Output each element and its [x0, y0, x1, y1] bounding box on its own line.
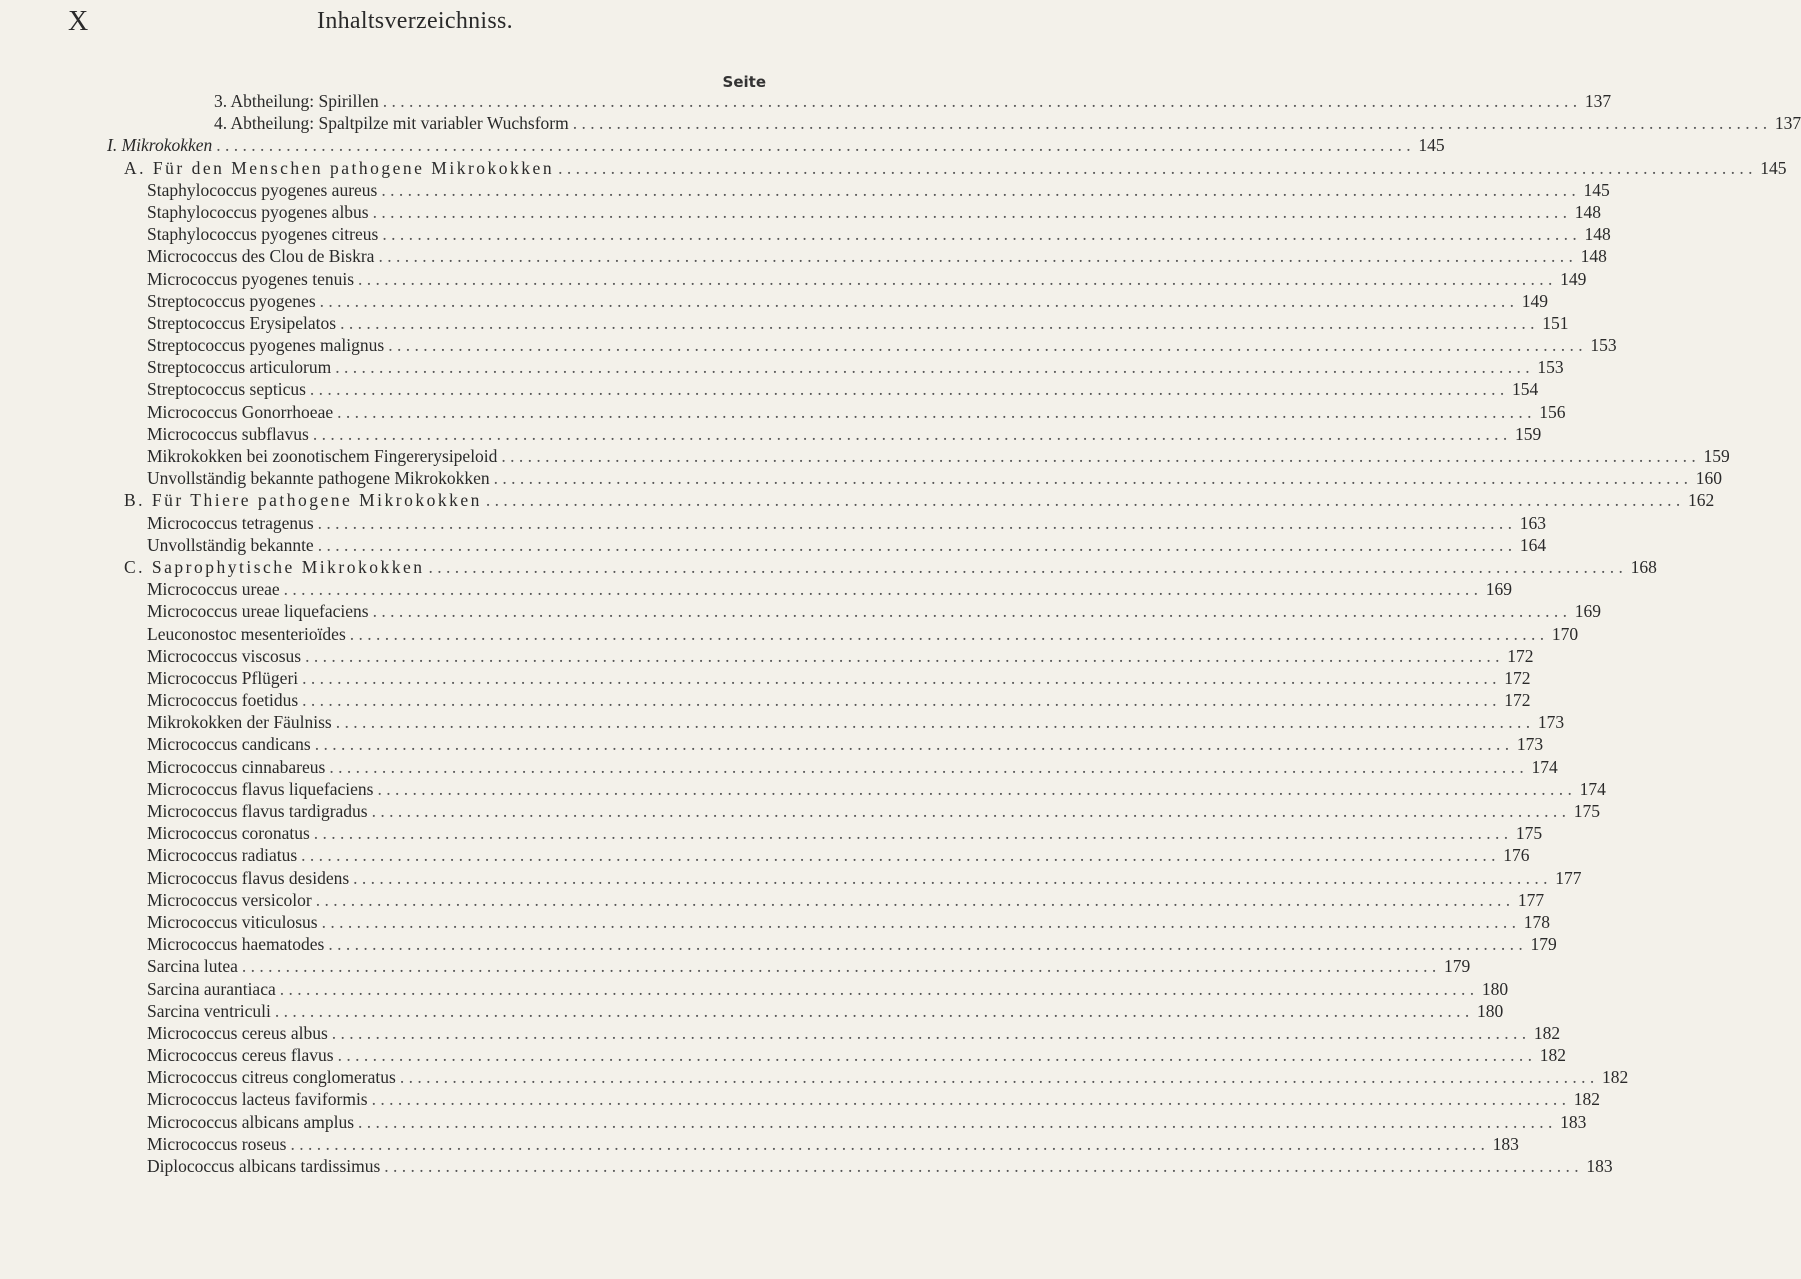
toc-entry [0, 112, 1801, 134]
toc-entry [0, 778, 1606, 800]
toc-entry [0, 1066, 1629, 1088]
toc-entry-title: Micrococcus flavus desidens [147, 867, 350, 888]
toc-entry-title: Micrococcus citreus conglomeratus [147, 1067, 396, 1088]
toc-entry [0, 623, 1579, 645]
toc-entry-page: 179 [1443, 956, 1471, 977]
toc-entry-page: 145 [1760, 157, 1787, 178]
dot-leader [368, 800, 1570, 822]
toc-entry [0, 889, 1545, 911]
toc-entry [0, 290, 1549, 312]
toc-entry-page: 178 [1523, 911, 1550, 932]
toc-entry-title: Micrococcus des Clou de Biskra [147, 246, 375, 267]
toc-entry-title: 3. Abtheilung: Spirillen [214, 91, 379, 111]
dot-leader [384, 334, 1586, 356]
dot-leader [314, 512, 1516, 534]
toc-entry-title: Micrococcus viscosus [147, 645, 302, 666]
dot-leader [309, 423, 1511, 445]
dot-leader [369, 600, 1571, 622]
toc-entry-page: 174 [1531, 756, 1558, 777]
toc-entry-title: Sarcina ventriculi [147, 1000, 271, 1021]
toc-entry-title: C. Saprophytische Mikrokokken [124, 556, 425, 577]
toc-entry-title: Sarcina lutea [147, 956, 238, 977]
toc-entry-title: Streptococcus pyogenes [147, 290, 316, 311]
toc-entry-page: 172 [1504, 667, 1531, 688]
toc-entry-page: 177 [1555, 867, 1582, 888]
toc-entry [0, 1022, 1561, 1044]
toc-entry [0, 600, 1601, 622]
toc-entry [0, 223, 1611, 245]
toc-entry-title: Streptococcus Erysipelatos [147, 312, 337, 333]
dot-leader [316, 290, 1518, 312]
dot-leader [276, 978, 1478, 1000]
dot-leader [377, 179, 1579, 201]
toc-entry-title: Staphylococcus pyogenes albus [147, 201, 369, 222]
toc-entry [0, 312, 1569, 334]
toc-entry-title: Unvollständig bekannte [147, 534, 314, 555]
toc-entry [0, 268, 1587, 290]
toc-entry-page: 159 [1703, 446, 1730, 466]
dot-leader [212, 134, 1414, 156]
toc-entry-title: Micrococcus pyogenes tenuis [147, 268, 355, 289]
toc-entry-page: 176 [1503, 845, 1530, 866]
toc-entry-page: 172 [1504, 690, 1531, 711]
dot-leader [331, 356, 1533, 378]
toc-entry-page: 169 [1574, 601, 1601, 622]
toc-entry-page: 148 [1584, 224, 1611, 245]
toc-entry-page: 169 [1485, 579, 1513, 600]
toc-entry [0, 179, 1610, 201]
toc-entry-title: Micrococcus versicolor [147, 889, 312, 910]
toc-entry [0, 245, 1607, 267]
toc-entry-page: 183 [1492, 1133, 1519, 1154]
dot-leader [332, 711, 1534, 733]
toc-entry [0, 467, 1723, 489]
toc-entry-page: 172 [1507, 645, 1534, 666]
toc-entry-title: Micrococcus lacteus faviformis [147, 1089, 368, 1110]
toc-entry-title: Micrococcus ureae liquefaciens [147, 601, 369, 622]
toc-entry-page: 145 [1418, 135, 1445, 156]
toc-entry-title: Diplococcus albicans tardissimus [147, 1156, 381, 1176]
toc-entry-title: Micrococcus cinnabareus [147, 756, 326, 777]
toc-entry-page: 180 [1477, 1000, 1504, 1021]
toc-entry [0, 867, 1582, 889]
toc-entry [0, 1044, 1566, 1066]
toc-entry-page: 182 [1573, 1089, 1600, 1110]
toc-entry-page: 164 [1519, 534, 1547, 555]
dot-leader [334, 1044, 1536, 1066]
toc-entry-title: A. Für den Menschen pathogene Mikrokokken [124, 157, 555, 178]
toc-entry [0, 556, 1657, 578]
dot-leader [379, 90, 1581, 112]
toc-entry-title: Micrococcus candicans [147, 734, 311, 755]
toc-entry [0, 512, 1547, 534]
toc-entry-title: Streptococcus articulorum [147, 357, 332, 378]
toc-entry-title: Micrococcus cereus flavus [147, 1045, 334, 1066]
toc-entry [0, 378, 1539, 400]
dot-leader [271, 1000, 1473, 1022]
table-of-contents [0, 90, 1801, 1177]
toc-entry [0, 911, 1550, 933]
toc-entry-page: 148 [1580, 246, 1607, 267]
dot-leader [306, 378, 1508, 400]
toc-entry-page: 137 [1584, 91, 1612, 111]
dot-leader [325, 756, 1527, 778]
dot-leader [297, 844, 1499, 866]
dot-leader [482, 489, 1684, 511]
dot-leader [301, 645, 1503, 667]
toc-entry [0, 822, 1543, 844]
toc-entry-title: B. Für Thiere pathogene Mikrokokken [124, 490, 482, 511]
toc-entry-title: Micrococcus flavus tardigradus [147, 801, 368, 821]
dot-leader [373, 778, 1575, 800]
toc-entry-title: Micrococcus Pflügeri [147, 667, 299, 688]
toc-entry-page: 180 [1481, 978, 1509, 999]
dot-leader [497, 445, 1699, 467]
dot-leader [280, 578, 1482, 600]
toc-entry-page: 149 [1521, 290, 1549, 311]
toc-entry-page: 179 [1530, 934, 1557, 955]
dot-leader [349, 867, 1551, 889]
toc-entry [0, 844, 1530, 866]
toc-entry [0, 334, 1617, 356]
toc-entry-title: Staphylococcus pyogenes aureus [147, 179, 378, 200]
toc-entry-title: I. Mikrokokken [107, 135, 213, 156]
toc-entry-page: 175 [1515, 823, 1543, 844]
toc-entry-page: 174 [1579, 778, 1606, 799]
toc-entry [0, 1133, 1519, 1155]
dot-leader [374, 245, 1576, 267]
dot-leader [318, 911, 1520, 933]
toc-entry-title: Micrococcus cereus albus [147, 1022, 328, 1043]
toc-entry-page: 163 [1519, 512, 1547, 533]
toc-entry-page: 173 [1516, 734, 1544, 755]
toc-entry-title: Micrococcus Gonorrhoeae [147, 401, 334, 422]
toc-entry [0, 423, 1542, 445]
seite-column-label: Seite [722, 73, 766, 91]
dot-leader [396, 1066, 1598, 1088]
toc-entry-page: 182 [1533, 1022, 1561, 1043]
toc-entry-page: 162 [1688, 490, 1715, 511]
toc-entry [0, 534, 1547, 556]
dot-leader [298, 689, 1500, 711]
toc-entry [0, 1111, 1587, 1133]
dot-leader [424, 556, 1626, 578]
toc-entry-title: Streptococcus septicus [147, 379, 306, 400]
dot-leader [314, 534, 1516, 556]
dot-leader [336, 312, 1538, 334]
dot-leader [490, 467, 1692, 489]
toc-entry-title: Micrococcus haematodes [147, 934, 325, 955]
toc-entry-title: 4. Abtheilung: Spaltpilze mit variabler Wuchsform [214, 113, 569, 134]
toc-entry-page: 153 [1537, 357, 1564, 378]
toc-entry [0, 489, 1715, 511]
toc-entry-page: 183 [1586, 1156, 1613, 1176]
toc-entry-title: Micrococcus roseus [147, 1133, 287, 1154]
toc-entry-page: 182 [1539, 1045, 1566, 1066]
toc-entry [0, 401, 1566, 423]
dot-leader [380, 1155, 1582, 1177]
dot-leader [354, 268, 1556, 290]
toc-entry-title: Leuconostoc mesenterioïdes [147, 623, 346, 644]
toc-entry-page: 148 [1574, 201, 1601, 222]
toc-entry [0, 933, 1557, 955]
toc-entry [0, 955, 1471, 977]
toc-entry-page: 170 [1551, 623, 1579, 644]
dot-leader [369, 201, 1571, 223]
toc-entry [0, 756, 1558, 778]
toc-entry-page: 183 [1560, 1111, 1587, 1132]
toc-entry-page: 173 [1537, 712, 1565, 733]
toc-entry [0, 1000, 1504, 1022]
toc-entry-page: 159 [1514, 423, 1542, 444]
toc-entry-page: 175 [1573, 801, 1600, 821]
toc-entry [0, 201, 1601, 223]
toc-entry [0, 733, 1544, 755]
toc-entry [0, 689, 1531, 711]
toc-entry-title: Micrococcus viticulosus [147, 911, 318, 932]
toc-entry [0, 667, 1531, 689]
toc-entry-title: Micrococcus coronatus [147, 823, 310, 844]
toc-entry-title: Sarcina aurantiaca [147, 978, 276, 999]
toc-entry [0, 445, 1730, 467]
dot-leader [324, 933, 1526, 955]
toc-entry [0, 800, 1600, 822]
page-title: Inhaltsverzeichniss. [317, 8, 513, 34]
dot-leader [368, 1088, 1570, 1110]
toc-entry-page: 153 [1590, 335, 1617, 356]
dot-leader [328, 1022, 1530, 1044]
toc-entry-title: Micrococcus subflavus [147, 423, 309, 444]
toc-entry-title: Micrococcus flavus liquefaciens [147, 778, 374, 799]
toc-entry [0, 578, 1513, 600]
toc-entry [0, 157, 1787, 179]
dot-leader [238, 955, 1440, 977]
toc-entry-title: Micrococcus tetragenus [147, 512, 314, 533]
toc-entry-title: Mikrokokken bei zoonotischem Fingererysipeloid [147, 446, 498, 466]
dot-leader [286, 1133, 1488, 1155]
toc-entry [0, 356, 1564, 378]
toc-entry [0, 978, 1509, 1000]
dot-leader [333, 401, 1535, 423]
toc-entry [0, 90, 1612, 112]
toc-entry-page: 156 [1539, 401, 1566, 422]
dot-leader [378, 223, 1580, 245]
toc-entry-title: Micrococcus ureae [147, 579, 280, 600]
page-number: X [68, 6, 89, 37]
toc-entry-title: Micrococcus radiatus [147, 845, 298, 866]
toc-entry-title: Micrococcus foetidus [147, 690, 299, 711]
dot-leader [354, 1111, 1556, 1133]
toc-entry [0, 711, 1565, 733]
toc-entry-page: 149 [1560, 268, 1587, 289]
toc-entry [0, 1155, 1613, 1177]
dot-leader [346, 623, 1548, 645]
toc-entry-title: Mikrokokken der Fäulniss [147, 712, 332, 733]
toc-entry-page: 168 [1630, 556, 1657, 577]
dot-leader [298, 667, 1500, 689]
toc-entry-title: Streptococcus pyogenes malignus [147, 335, 385, 356]
dot-leader [569, 112, 1771, 134]
toc-entry-page: 154 [1512, 379, 1539, 400]
dot-leader [554, 157, 1756, 179]
dot-leader [310, 822, 1512, 844]
toc-entry-page: 177 [1517, 889, 1545, 910]
toc-entry-title: Unvollständig bekannte pathogene Mikrokokken [147, 468, 490, 489]
toc-entry-page: 137 [1774, 113, 1801, 134]
toc-entry [0, 1088, 1600, 1110]
toc-entry [0, 645, 1534, 667]
toc-entry-page: 160 [1695, 468, 1723, 489]
dot-leader [312, 889, 1514, 911]
toc-entry-title: Staphylococcus pyogenes citreus [147, 224, 379, 245]
toc-entry [0, 134, 1445, 156]
dot-leader [311, 733, 1513, 755]
toc-entry-page: 145 [1583, 179, 1610, 200]
toc-entry-page: 151 [1542, 312, 1569, 333]
toc-entry-title: Micrococcus albicans amplus [147, 1111, 355, 1132]
toc-entry-page: 182 [1601, 1067, 1629, 1088]
